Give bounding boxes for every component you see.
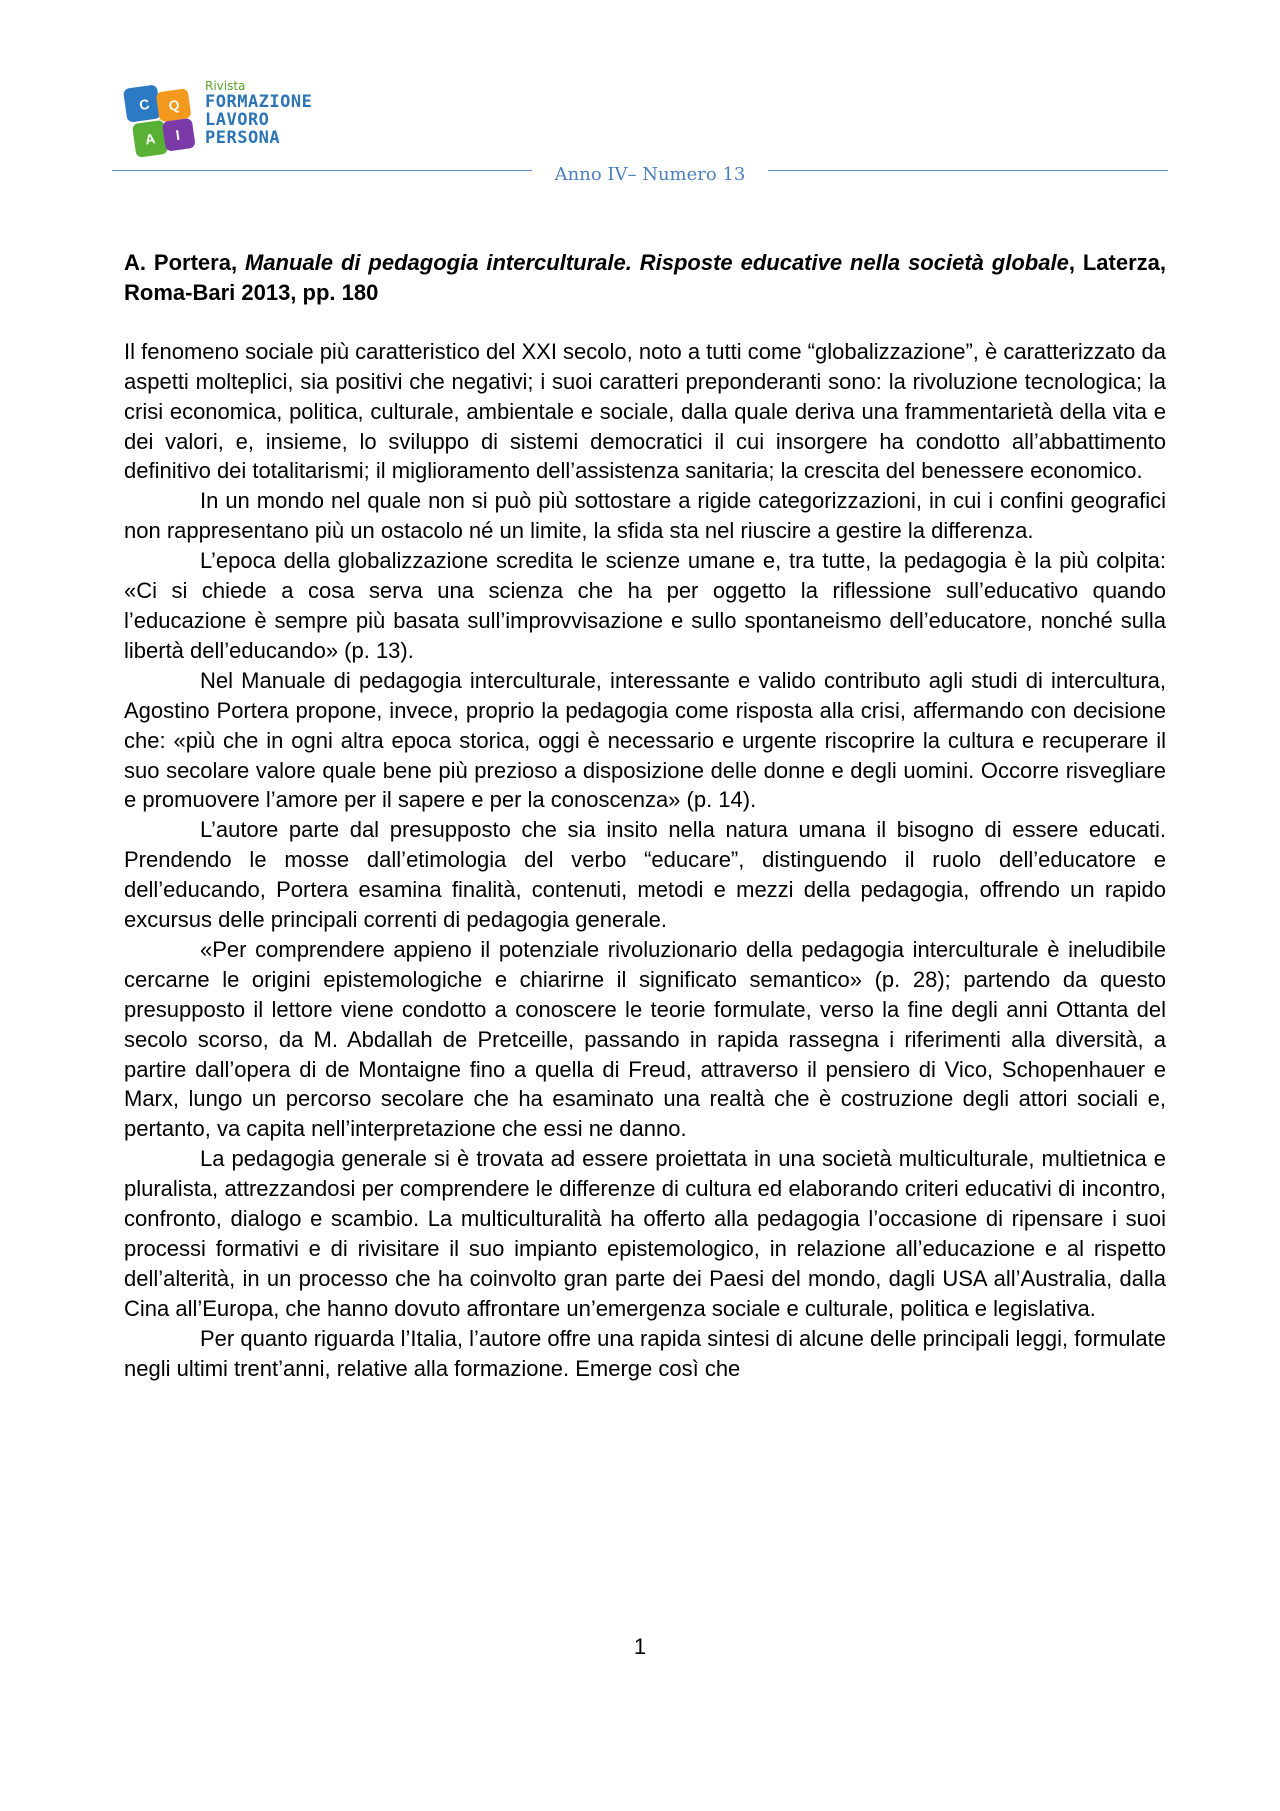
review-author: A. Portera, — [124, 250, 245, 275]
header-rule-right — [768, 170, 1168, 171]
paragraph: In un mondo nel quale non si può più sottostare a rigide categorizzazioni, in cui i confini geografici non rappresentano più un ostacolo né un limite, la sfida sta nel riuscire a gestire la differenza. — [124, 488, 1166, 544]
review-title — [124, 248, 1166, 308]
page-number: 1 — [633, 1634, 647, 1659]
logo-letter-i: I — [174, 126, 181, 144]
logo-letter-q: Q — [167, 96, 181, 114]
logo-line-persona: PERSONA — [205, 128, 281, 148]
page-header — [0, 0, 1280, 200]
logo-line-formazione: FORMAZIONE — [205, 92, 313, 112]
paragraph: Per quanto riguarda l’Italia, l’autore offre una rapida sintesi di alcune delle principali leggi, formulate negli ultimi trent’anni, relative alla formazione. Emerge così che — [124, 1325, 1166, 1381]
logo-wordmark — [205, 80, 312, 147]
header-rule-left — [112, 170, 532, 171]
logo-rivista: Rivista — [205, 79, 246, 93]
paragraph: La pedagogia generale si è trovata ad essere proiettata in una società multiculturale, multietnica e pluralista, attrezzandosi per comprendere le differenze di cultura ed elaborando criteri educativi di incontro, confronto, dialogo e scambio. La multiculturalità ha offerto alla pedagogia l’occasione di ripensare i suoi processi formativi e di rivisitare il suo impianto epistemologico, in relazione all’educazione e al rispetto dell’alterità, in un processo che ha coinvolto gran parte dei Paesi del mondo, dagli USA all’Australia, dalla Cina all’Europa, che hanno dovuto affrontare un’emergenza sociale e culturale, politica e legislativa. — [124, 1146, 1166, 1321]
paragraph: Il fenomeno sociale più caratteristico del XXI secolo, noto a tutti come “globalizzazione”, è caratterizzato da aspetti molteplici, sia positivi che negativi; i suoi caratteri preponderanti sono: la rivoluzione tecnologica; la crisi economica, politica, culturale, ambientale e sociale, dalla quale deriva una frammentarietà della vita e dei valori, e, insieme, lo sviluppo di sistemi democratici il cui insorgere ha condotto all’abbattimento definitivo dei totalitarismi; il miglioramento dell’assistenza sanitaria; la crescita del benessere economico. — [124, 338, 1166, 484]
issue-number: Anno IV– Numero 13 — [554, 164, 746, 185]
paragraph: Nel Manuale di pedagogia interculturale, interessante e valido contributo agli studi di intercultura, Agostino Portera propone, invece, proprio la pedagogia come risposta alla crisi, affermando con decisione che: «più che in ogni altra epoca storica, oggi è necessario e urgente riscoprire la cultura e recuperare il suo secolare valore quale bene più prezioso a disposizione delle donne e degli uomini. Occorre risvegliare e promuovere l’amore per il sapere e per la conoscenza» (p. 14). — [124, 667, 1166, 813]
paragraph: L’epoca della globalizzazione scredita le scienze umane e, tra tutte, la pedagogia è la più colpita: «Ci si chiede a cosa serva una scienza che ha per oggetto la riflessione sull’educativo quando l’educazione è sempre più basata sull’improvvisazione e sullo spontaneismo dell’educatore, nonché sulla libertà dell’educando» (p. 13). — [124, 548, 1166, 663]
logo-letter-a: A — [144, 130, 157, 148]
logo-line-lavoro: LAVORO — [205, 110, 270, 130]
logo-letter-c: C — [138, 95, 151, 113]
paragraph: «Per comprendere appieno il potenziale rivoluzionario della pedagogia interculturale è ineludibile cercarne le origini epistemologiche e chiarirne il significato semantico» (p. 28); partendo da questo presupposto il lettore viene condotto a conoscere le teorie formulate, verso la fine degli anni Ottanta del secolo scorso, da M. Abdallah de Pretceille, passando in rapida rassegna i riferimenti alla diversità, a partire dall’opera di de Montaigne fino a quella di Freud, attraverso il pensiero di Vico, Schopenhauer e Marx, lungo un percorso secolare che ha esaminato una realtà che è costruzione degli attori sociali e, pertanto, va capita nell’interpretazione che essi ne danno. — [124, 936, 1166, 1142]
review-body — [124, 248, 1166, 1384]
paragraph: L’autore parte dal presupposto che sia insito nella natura umana il bisogno di essere educati. Prendendo le mosse dall’etimologia del verbo “educare”, distinguendo il ruolo dell’educatore e dell’educando, Portera esamina finalità, contenuti, metodi e mezzi della pedagogia, offrendo un rapido excursus delle principali correnti di pedagogia generale. — [124, 817, 1166, 933]
review-book-title: Manuale di pedagogia interculturale. Risposte educative nella società globale — [245, 250, 1069, 275]
review-publisher: , Laterza, Roma-Bari 2013, pp. 180 — [124, 250, 1167, 305]
